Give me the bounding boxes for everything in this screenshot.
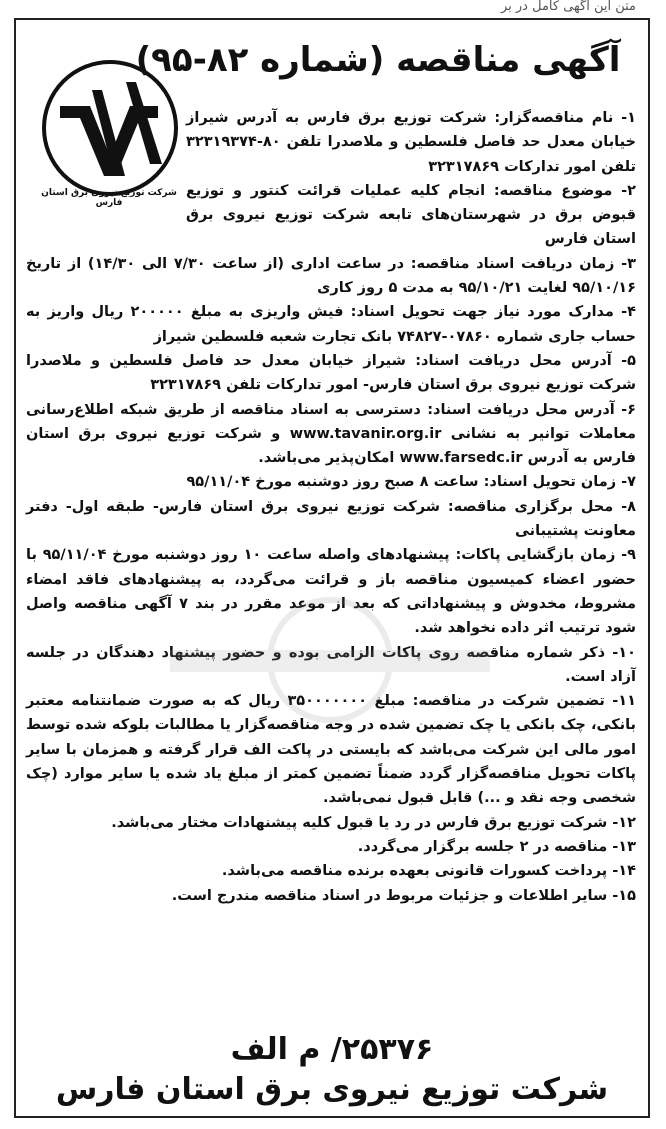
item-15-other-info: ۱۵- سایر اطلاعات و جزئیات مربوط در اسناد مناقصه مندرج است.: [171, 887, 636, 904]
item-10-tender-number: ۱۰- ذکر شماره مناقصه روی پاکات الزامی بوده و حضور پیشنهاد دهندگان در جلسه آزاد است.: [26, 644, 636, 685]
ad-body: [26, 106, 636, 908]
item-2-subject: ۲- موضوع مناقصه: انجام کلیه عملیات قرائت کنتور و توزیع قبوض برق در شهرستان‌های تابعه شرکت توزیع نیروی برق استان فارس: [186, 182, 636, 248]
item-6-online-access: ۶- آدرس محل دریافت اسناد: دسترسی به اسناد مناقصه از طریق شبکه اطلاع‌رسانی معاملات توانیر به نشانی www.tavanir.org.ir و شرکت توزیع نیروی برق استان فارس به آدرس www.farsedc.ir امکان‌پذیر می‌باشد.: [26, 401, 636, 467]
item-9-opening: ۹- زمان بازگشایی پاکات: پیشنهادهای واصله ساعت ۱۰ روز دوشنبه مورخ ۹۵/۱۱/۰۴ با حضور اعضاء کمیسیون مناقصه باز و قرائت می‌گردد، به پیشنهادهای فاقد امضاء مشروط، مخدوش و پیشنهاداتی که بعد از موعد مقرر در بند ۷ آگهی مناقصه واصل شود ترتیب اثر داده نخواهد شد.: [26, 547, 636, 637]
item-5-address: ۵- آدرس محل دریافت اسناد: شیراز خیابان معدل حد فاصل فلسطین و ملاصدرا شرکت توزیع نیروی برق استان فارس- امور تدارکات تلفن ۳۲۳۱۷۸۶۹: [26, 352, 636, 394]
item-14-deductions: ۱۴- پرداخت کسورات قانونی بعهده برنده مناقصه می‌باشد.: [221, 863, 636, 880]
item-8-venue: ۸- محل برگزاری مناقصه: شرکت توزیع نیروی برق استان فارس- طبقه اول- دفتر معاونت پشتیبانی: [26, 498, 636, 540]
ad-title: آگهی مناقصه (شماره ۸۲-۹۵): [135, 40, 621, 80]
top-cropped-text: متن این آگهی کامل در بر: [500, 0, 636, 14]
item-7-delivery-time: ۷- زمان تحویل اسناد: ساعت ۸ صبح روز دوشنبه مورخ ۹۵/۱۱/۰۴: [186, 474, 636, 491]
item-11-guarantee: ۱۱- تضمین شرکت در مناقصه: مبلغ ۳۵۰۰۰۰۰۰۰ ریال که به صورت ضمانتنامه معتبر بانکی، چک بانکی یا چک تضمین شده در وجه مناقصه‌گزار یا مطالبات بلوکه شده توسط امور مالی این شرکت می‌باشد که بایستی در پاکت الف قرار گرفته و همزمان با سایر پاکات تحویل مناقصه‌گزار گردد ضمناً تضمین کمتر از مبلغ یاد شده یا سایر موارد (چک شخصی وجه نقد و ...) قابل قبول نمی‌باشد.: [26, 693, 636, 807]
item-12-rights: ۱۲- شرکت توزیع برق فارس در رد یا قبول کلیه پیشنهادات مختار می‌باشد.: [111, 814, 636, 831]
item-3-doc-time: ۳- زمان دریافت اسناد مناقصه: در ساعت اداری (از ساعت ۷/۳۰ الی ۱۴/۳۰) از تاریخ ۹۵/۱۰/۱۶ لغایت ۹۵/۱۰/۲۱ به مدت ۵ روز کاری: [26, 255, 636, 297]
logo-caption: شرکت توزیع نیروی برق استان فارس: [41, 188, 177, 208]
footer-company-name: شرکت توزیع نیروی برق استان فارس: [55, 1072, 609, 1107]
ad-frame: [14, 18, 650, 1118]
item-4-documents: ۴- مدارک مورد نیاز جهت تحویل اسناد: فیش واریزی به مبلغ ۲۰۰۰۰۰ ریال واریز به حساب جاری شماره ۰۷۸۶۰-۷۴۸۲۷ بانک تجارت شعبه فلسطین شیراز: [26, 304, 636, 345]
item-13-sessions: ۱۳- مناقصه در ۲ جلسه برگزار می‌گردد.: [357, 838, 636, 855]
item-1-tenderer: ۱- نام مناقصه‌گزار: شرکت توزیع برق فارس به آدرس شیراز خیابان معدل حد فاصل فلسطین و ملاصدرا تلفن ۸۰-۳۲۳۱۹۳۷۴ تلفن امور تدارکات ۳۲۳۱۷۸۶۹: [186, 110, 636, 175]
ad-code: ۲۵۳۷۶/ م الف: [230, 1032, 434, 1067]
